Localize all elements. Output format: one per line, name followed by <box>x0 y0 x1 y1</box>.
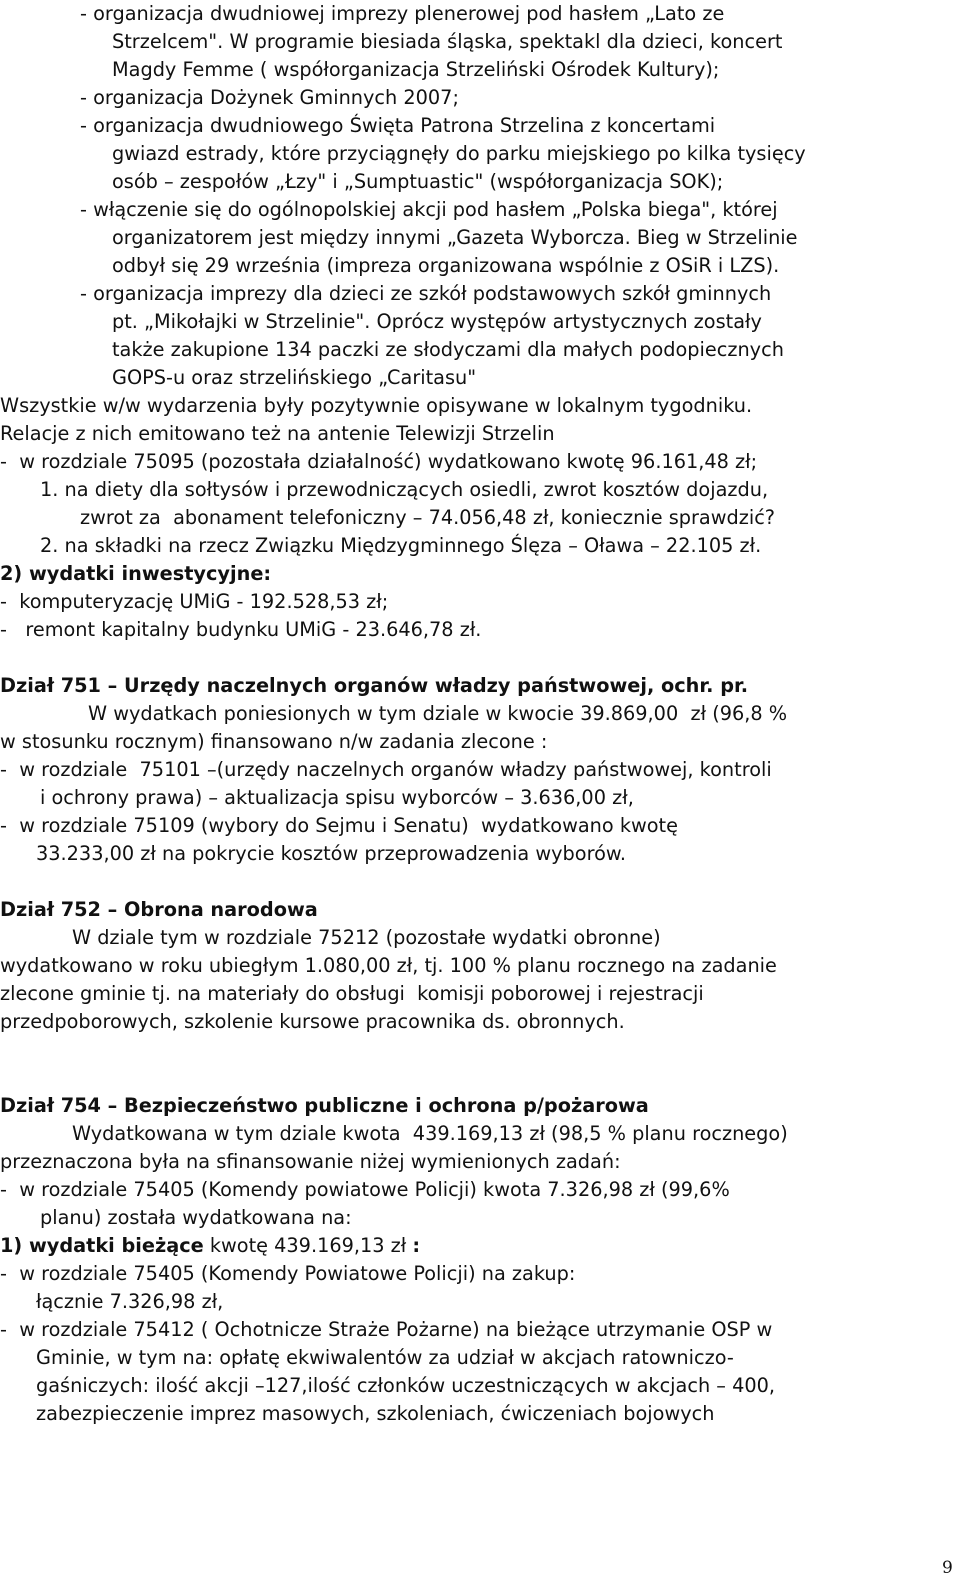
text-line <box>36 840 626 868</box>
text-run: Magdy Femme ( współorganizacja Strzeliński Ośrodek Kultury); <box>112 58 720 81</box>
text-run: zwrot za abonament telefoniczny – 74.056,48 zł, koniecznie sprawdzić? <box>80 506 776 529</box>
text-line <box>0 728 547 756</box>
text-line <box>36 1288 223 1316</box>
text-run: - organizacja imprezy dla dzieci ze szkół podstawowych szkół gminnych <box>80 282 772 305</box>
text-run: Wydatkowana w tym dziale kwota 439.169,13 zł (98,5 % planu rocznego) <box>72 1122 788 1145</box>
text-line <box>112 224 798 252</box>
text-line <box>0 448 757 476</box>
text-line <box>36 1372 775 1400</box>
text-run: i ochrony prawa) – aktualizacja spisu wyborców – 3.636,00 zł, <box>40 786 634 809</box>
text-line <box>112 140 806 168</box>
text-run: - w rozdziale 75405 (Komendy Powiatowe Policji) na zakup: <box>0 1262 576 1285</box>
text-line <box>0 1316 772 1344</box>
text-line <box>72 924 661 952</box>
text-line <box>0 392 752 420</box>
text-line <box>112 56 719 84</box>
text-run: zlecone gminie tj. na materiały do obsługi komisji poborowej i rejestracji <box>0 982 704 1005</box>
text-run: przedpoborowych, szkolenie kursowe pracownika ds. obronnych. <box>0 1010 625 1033</box>
text-line <box>112 252 779 280</box>
text-run: - organizacja dwudniowej imprezy plenerowej pod hasłem „Lato ze <box>80 2 725 25</box>
text-line <box>0 1260 575 1288</box>
text-line <box>0 672 748 700</box>
text-line <box>40 532 761 560</box>
text-run: gaśniczych: ilość akcji –127,ilość członków uczestniczących w akcjach – 400, <box>36 1374 776 1397</box>
text-line <box>80 196 778 224</box>
bold-text: Dział 752 – Obrona narodowa <box>0 898 318 921</box>
text-run: organizatorem jest między innymi „Gazeta Wyborcza. Bieg w Strzelinie <box>112 226 798 249</box>
text-line <box>88 700 787 728</box>
text-line <box>0 1092 649 1120</box>
text-run: - w rozdziale 75405 (Komendy powiatowe Policji) kwota 7.326,98 zł (99,6% <box>0 1178 730 1201</box>
text-line <box>0 420 555 448</box>
text-line <box>0 588 388 616</box>
text-line <box>80 84 459 112</box>
text-line <box>40 476 768 504</box>
text-run: - organizacja dwudniowego Święta Patrona Strzelina z koncertami <box>80 114 716 137</box>
text-line <box>112 336 784 364</box>
bold-text: 2) wydatki inwestycyjne: <box>0 562 272 585</box>
text-line <box>112 308 762 336</box>
text-run: osób – zespołów „Łzy" i „Sumptuastic" (współorganizacja SOK); <box>112 170 724 193</box>
text-run: Relacje z nich emitowano też na antenie Telewizji Strzelin <box>0 422 555 445</box>
text-run: 1. na diety dla sołtysów i przewodniczących osiedli, zwrot kosztów dojazdu, <box>40 478 769 501</box>
text-run: przeznaczona była na sfinansowanie niżej wymienionych zadań: <box>0 1150 621 1173</box>
text-run: wydatkowano w roku ubiegłym 1.080,00 zł, tj. 100 % planu rocznego na zadanie <box>0 954 777 977</box>
text-run: 2. na składki na rzecz Związku Międzygminnego Ślęza – Oława – 22.105 zł. <box>40 534 762 557</box>
text-run: - w rozdziale 75101 –(urzędy naczelnych organów władzy państwowej, kontroli <box>0 758 772 781</box>
bold-text: 1) wydatki bieżące <box>0 1234 204 1257</box>
text-line <box>0 616 481 644</box>
text-run: kwotę 439.169,13 zł <box>203 1234 413 1257</box>
text-line <box>0 560 271 588</box>
text-line <box>36 1400 714 1428</box>
text-run: - komputeryzację UMiG - 192.528,53 zł; <box>0 590 389 613</box>
text-run: - remont kapitalny budynku UMiG - 23.646,78 zł. <box>0 618 482 641</box>
text-line <box>36 1344 734 1372</box>
text-run: pt. „Mikołajki w Strzelinie". Oprócz występów artystycznych zostały <box>112 310 762 333</box>
text-line <box>112 364 476 392</box>
text-line <box>40 1204 352 1232</box>
text-line <box>0 1176 730 1204</box>
text-run: - w rozdziale 75412 ( Ochotnicze Straże Pożarne) na bieżące utrzymanie OSP w <box>0 1318 773 1341</box>
text-line <box>80 280 771 308</box>
text-run: także zakupione 134 paczki ze słodyczami dla małych podopiecznych <box>112 338 784 361</box>
text-line <box>0 1148 621 1176</box>
text-run: gwiazd estrady, które przyciągnęły do parku miejskiego po kilka tysięcy <box>112 142 806 165</box>
text-line <box>0 1008 625 1036</box>
text-run: Wszystkie w/w wydarzenia były pozytywnie opisywane w lokalnym tygodniku. <box>0 394 753 417</box>
text-run: - włączenie się do ogólnopolskiej akcji pod hasłem „Polska biega", której <box>80 198 778 221</box>
text-run: - organizacja Dożynek Gminnych 2007; <box>80 86 459 109</box>
text-line <box>0 980 704 1008</box>
page-number: 9 <box>942 1558 953 1578</box>
text-run: W wydatkach poniesionych w tym dziale w kwocie 39.869,00 zł (96,8 % <box>88 702 788 725</box>
text-run: 33.233,00 zł na pokrycie kosztów przeprowadzenia wyborów. <box>36 842 626 865</box>
text-line <box>0 812 678 840</box>
text-run: planu) została wydatkowana na: <box>40 1206 352 1229</box>
text-line <box>0 952 777 980</box>
text-run: Strzelcem". W programie biesiada śląska, spektakl dla dzieci, koncert <box>112 30 783 53</box>
bold-text: Dział 754 – Bezpieczeństwo publiczne i ochrona p/pożarowa <box>0 1094 649 1117</box>
text-line <box>40 784 634 812</box>
text-line <box>0 896 318 924</box>
text-run: w stosunku rocznym) finansowano n/w zadania zlecone : <box>0 730 548 753</box>
text-run: W dziale tym w rozdziale 75212 (pozostałe wydatki obronne) <box>72 926 661 949</box>
text-run: łącznie 7.326,98 zł, <box>36 1290 224 1313</box>
text-run: odbył się 29 września (impreza organizowana wspólnie z OSiR i LZS). <box>112 254 780 277</box>
text-line <box>112 28 782 56</box>
text-line <box>0 756 772 784</box>
text-run: - w rozdziale 75109 (wybory do Sejmu i Senatu) wydatkowano kwotę <box>0 814 678 837</box>
text-line <box>72 1120 788 1148</box>
text-run: GOPS-u oraz strzelińskiego „Caritasu" <box>112 366 477 389</box>
text-line <box>80 112 715 140</box>
bold-text: Dział 751 – Urzędy naczelnych organów władzy państwowej, ochr. pr. <box>0 674 749 697</box>
text-run: - w rozdziale 75095 (pozostała działalność) wydatkowano kwotę 96.161,48 zł; <box>0 450 758 473</box>
text-line <box>80 0 724 28</box>
text-line <box>80 504 775 532</box>
text-line <box>112 168 723 196</box>
text-run: zabezpieczenie imprez masowych, szkoleniach, ćwiczeniach bojowych <box>36 1402 715 1425</box>
text-run: Gminie, w tym na: opłatę ekwiwalentów za udział w akcjach ratowniczo- <box>36 1346 734 1369</box>
bold-text: : <box>412 1234 421 1257</box>
text-line <box>0 1232 420 1260</box>
